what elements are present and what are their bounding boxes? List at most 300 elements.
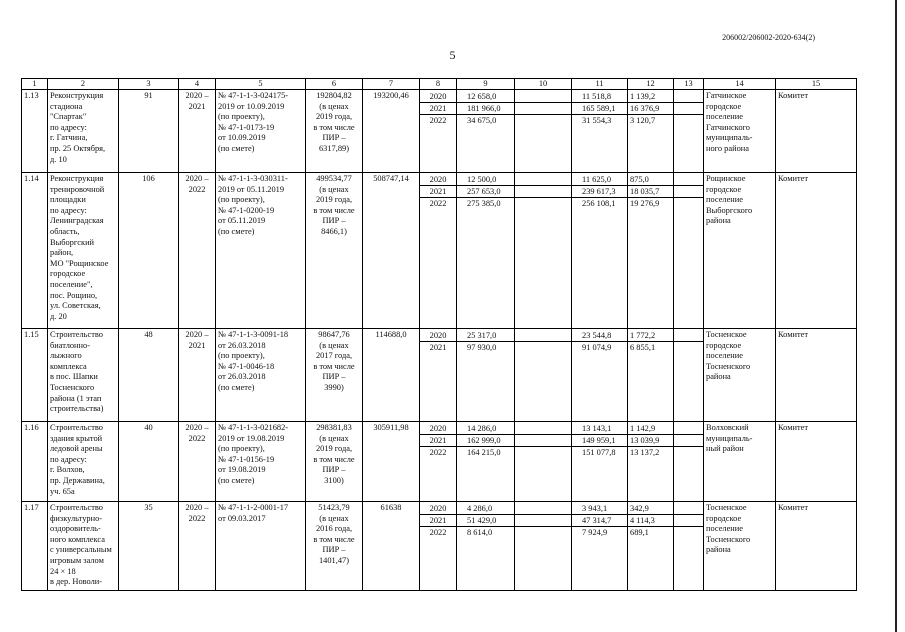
object-name-line: Строительство [50,330,103,339]
regional-value: 6 855,1 [630,343,656,352]
federal-amount [572,329,628,422]
object-name-line: пр. Державина, [50,475,105,485]
executor: Комитет [776,502,857,591]
federal-value: 165 589,1 [572,103,627,115]
row-number: 1.14 [22,173,48,329]
col3-value: 40 [119,422,179,502]
object-name [48,173,119,329]
regional-value: 16 376,9 [628,103,673,115]
municipality-line: Гатчинского [706,122,750,132]
cost-line: ПИР – [322,133,346,143]
col10-value [515,198,571,209]
cost-line: 2019 года, [315,195,353,205]
object-name-line: МО "Рощинское [50,258,109,268]
cost-line: в том числе [313,454,355,464]
approval-doc-line: от 26.03.2018 [218,340,266,350]
total-value: 25 317,0 [457,330,514,342]
object-name-line: Реконструкция [50,174,104,183]
column-header: 10 [515,79,572,90]
municipality-line: района [706,216,731,226]
total-value: 162 999,0 [457,435,514,447]
federal-value: 13 143,1 [572,423,627,435]
object-name [48,502,119,591]
object-name-line: уч. 65а [50,486,75,496]
approval-doc-line: (по смете) [218,382,255,392]
federal-value: 149 959,1 [572,435,627,447]
object-name-line: игровым залом [50,555,104,565]
regional-value: 13 137,2 [630,448,660,457]
col13-value [674,527,703,538]
col13-value [674,115,703,126]
approval-doc-line: № 47-1-1-3-024175- [218,91,289,100]
total-amount [457,422,515,502]
object-name-line: ного комплекса [50,534,105,544]
object-name-line: в пос. Шапки [50,372,98,382]
object-name-line: площадки [50,195,86,205]
municipality-line: ный район [706,444,744,454]
column-header: 5 [216,79,306,90]
object-name-line: по адресу: [50,205,87,215]
col13-amount [674,173,704,329]
cost-line: (в ценах [319,433,349,443]
federal-amount [572,90,628,173]
column-header: 8 [420,79,457,90]
col7-value: 114688,0 [363,329,420,422]
column-header: 2 [48,79,119,90]
approval-doc-line: (по смете) [218,143,255,153]
year-value: 2021 [429,343,447,352]
cost-line: (в ценах [319,340,349,350]
object-name-line: Тосненского [50,382,95,392]
object-name-line: Реконструкция [50,91,104,100]
col3-value: 48 [119,329,179,422]
municipality-line: муниципаль- [706,133,753,143]
approval-doc-line: № 47-1-0200-19 [218,205,275,215]
cost-line: ПИР – [322,216,346,226]
object-name-line: Ленинградская [50,216,104,226]
federal-value: 91 074,9 [582,343,612,352]
column-header: 7 [363,79,420,90]
object-name-line: поселение", [50,279,93,289]
period-line: 2020 – [185,174,209,183]
object-name-line: район, [50,248,74,258]
col10-value [515,174,571,186]
col10-value [515,447,571,458]
federal-amount [572,173,628,329]
budget-table [21,78,857,591]
column-header: 4 [179,79,216,90]
period-line: 2022 [188,433,206,443]
object-name-line: д. 20 [50,311,67,321]
object-name-line: стадиона [50,101,83,111]
col13-value [674,423,703,435]
cost-line: 298381,83 [316,423,352,432]
object-name-line: здания крытой [50,433,103,443]
regional-amount [628,90,674,173]
total-value: 4 286,0 [457,503,514,515]
object-name-line: физкультурно- [50,513,103,523]
regional-value: 342,9 [628,503,673,515]
col13-value [674,198,703,209]
object-name-line: биатлонно- [50,340,91,350]
object-name-line: района (1 этап [50,393,102,403]
col13-value [674,186,703,198]
col10-value [515,330,571,342]
cost-line: в том числе [313,361,355,371]
municipality [704,173,776,329]
federal-amount [572,502,628,591]
regional-value: 19 276,9 [630,199,660,208]
col10-amount [515,329,572,422]
col13-amount [674,422,704,502]
object-name-line: строительства) [50,404,104,414]
year-value: 2022 [429,199,447,208]
federal-value: 23 544,8 [572,330,627,342]
col10-value [515,527,571,538]
table-row [22,502,857,591]
object-name-line: Строительство [50,423,103,432]
federal-value: 47 314,7 [572,515,627,527]
year-value: 2020 [420,91,456,103]
executor: Комитет [776,422,857,502]
col7-value: 193200,46 [363,90,420,173]
municipality-line: Гатчинское [706,91,747,100]
cost-line: 51423,79 [318,503,350,512]
row-number: 1.13 [22,90,48,173]
col13-value [674,91,703,103]
municipality-line: Тосненское [706,503,747,512]
approval-doc-line: (по проекту), [218,195,265,205]
col10-value [515,342,571,353]
column-header: 11 [572,79,628,90]
object-name-line: г. Волхов, [50,465,85,475]
approval-doc-line: № 47-1-0156-19 [218,454,275,464]
regional-amount [628,173,674,329]
period [179,329,216,422]
approval-doc-line: от 09.03.2017 [218,513,266,523]
regional-amount [628,329,674,422]
approval-doc-line: № 47-1-1-3-030311- [218,174,288,183]
object-name-line: г. Гатчина, [50,133,88,143]
municipality-line: поселение [706,195,743,205]
approval-doc-line: № 47-1-0046-18 [218,361,275,371]
regional-value: 18 035,7 [628,186,673,198]
col10-amount [515,90,572,173]
years [420,422,457,502]
regional-value: 3 120,7 [630,116,656,125]
period [179,502,216,591]
approval-doc-line: 2019 от 10.09.2019 [218,101,285,111]
regional-value: 875,0 [628,174,673,186]
object-name-line: тренировочной [50,184,105,194]
col13-amount [674,502,704,591]
col13-value [674,447,703,458]
col13-amount [674,90,704,173]
municipality [704,502,776,591]
object-name-line: оздоровитель- [50,524,101,534]
column-header: 6 [306,79,363,90]
year-value: 2022 [429,116,447,125]
column-header: 15 [776,79,857,90]
cost-line: 2019 года, [315,444,353,454]
period-line: 2022 [188,184,206,194]
total-value: 275 385,0 [467,199,501,208]
table-row [22,422,857,502]
column-header: 13 [674,79,704,90]
total-value: 164 215,0 [467,448,501,457]
col13-value [674,342,703,353]
federal-value: 7 924,9 [582,528,608,537]
object-name [48,329,119,422]
approval-doc-line: от 26.03.2018 [218,372,266,382]
col7-value: 305911,98 [363,422,420,502]
federal-value: 11 625,0 [572,174,627,186]
year-value: 2020 [420,330,456,342]
table-row [22,329,857,422]
approval-doc-line: от 19.08.2019 [218,465,266,475]
municipality [704,90,776,173]
year-value: 2021 [420,435,456,447]
approval-doc-line: от 05.11.2019 [218,216,266,226]
cost-line: ПИР – [322,545,346,555]
municipality [704,422,776,502]
col3-value: 35 [119,502,179,591]
col10-value [515,91,571,103]
year-value: 2020 [420,423,456,435]
regional-value: 13 039,9 [628,435,673,447]
cost-line: 6317,89) [318,143,349,153]
cost-line: в том числе [313,205,355,215]
period-line: 2020 – [185,330,209,339]
row-number: 1.16 [22,422,48,502]
col13-amount [674,329,704,422]
estimated-cost [306,90,363,173]
col10-amount [515,173,572,329]
regional-value: 1 142,9 [628,423,673,435]
regional-amount [628,422,674,502]
estimated-cost [306,173,363,329]
estimated-cost [306,329,363,422]
col7-value: 61638 [363,502,420,591]
column-header: 9 [457,79,515,90]
object-name [48,90,119,173]
year-value: 2021 [420,186,456,198]
approval-doc-line: от 10.09.2019 [218,133,266,143]
municipality-line: Тосненского [706,361,751,371]
col10-value [515,435,571,447]
period-line: 2020 – [185,503,209,512]
column-header: 14 [704,79,776,90]
executor: Комитет [776,329,857,422]
approval-documents [216,422,306,502]
regional-value: 1 772,2 [628,330,673,342]
cost-line: 499534,77 [316,174,352,183]
estimated-cost [306,422,363,502]
object-name-line: по адресу: [50,454,87,464]
object-name [48,422,119,502]
cost-line: 3100) [324,475,344,485]
cost-line: в том числе [313,534,355,544]
col10-value [515,103,571,115]
municipality-line: ного района [706,143,749,153]
total-value: 12 658,0 [457,91,514,103]
page-number: 5 [449,48,456,62]
approval-doc-line: № 47-1-1-3-021682- [218,423,289,432]
municipality-line: Выборгского [706,205,753,215]
object-name-line: по адресу: [50,122,87,132]
executor: Комитет [776,90,857,173]
total-value: 12 500,0 [457,174,514,186]
year-value: 2021 [420,515,456,527]
municipality-line: района [706,545,731,555]
approval-documents [216,90,306,173]
column-header: 1 [22,79,48,90]
approval-doc-line: (по проекту), [218,444,265,454]
cost-line: ПИР – [322,372,346,382]
object-name-line: в дер. Новоли- [50,577,103,587]
municipality-line: городское [706,513,742,523]
municipality-line: поселение [706,351,743,361]
year-value: 2020 [420,174,456,186]
column-number-row [22,79,857,90]
total-amount [457,173,515,329]
total-value: 97 930,0 [467,343,497,352]
col10-value [515,423,571,435]
total-amount [457,90,515,173]
row-number: 1.17 [22,502,48,591]
municipality-line: Рощинское [706,174,746,183]
column-header: 3 [119,79,179,90]
municipality-line: Волховский [706,423,749,432]
total-value: 51 429,0 [457,515,514,527]
executor: Комитет [776,173,857,329]
approval-doc-line: № 47-1-1-3-0091-18 [218,330,289,339]
approval-doc-line: (по проекту), [218,112,265,122]
col13-value [674,174,703,186]
table-row [22,173,857,329]
col10-amount [515,422,572,502]
object-name-line: ул. Советская, [50,301,101,311]
years [420,173,457,329]
federal-value: 239 617,3 [572,186,627,198]
object-name-line: лыжного [50,351,82,361]
object-name-line: пос. Рощино, [50,290,98,300]
object-name-line: 24 × 18 [50,566,76,576]
object-name-line: ледовой арены [50,444,103,454]
approval-doc-line: (по проекту), [218,351,265,361]
municipality-line: поселение [706,112,743,122]
municipality-line: городское [706,340,742,350]
cost-line: 1401,47) [318,555,349,565]
document-id: 206002/206002-2020-634(2) [722,33,815,42]
col13-value [674,503,703,515]
municipality-line: городское [706,101,742,111]
col3-value: 106 [119,173,179,329]
approval-documents [216,173,306,329]
federal-value: 31 554,3 [582,116,612,125]
period [179,173,216,329]
period-line: 2020 – [185,423,209,432]
object-name-line: Строительство [50,503,103,512]
cost-line: ПИР – [322,465,346,475]
federal-value: 11 518,8 [572,91,627,103]
object-name-line: Выборгский [50,237,95,247]
col3-value: 91 [119,90,179,173]
col13-value [674,515,703,527]
municipality-line: муниципаль- [706,433,753,443]
object-name-line: "Спартак" [50,112,87,122]
cost-line: 2019 года, [315,112,353,122]
total-value: 14 286,0 [457,423,514,435]
cost-line: 192804,82 [316,91,352,100]
year-value: 2022 [429,528,447,537]
municipality-line: городское [706,184,742,194]
approval-doc-line: 2019 от 19.08.2019 [218,433,285,443]
cost-line: 2017 года, [315,351,353,361]
approval-doc-line: (по смете) [218,475,255,485]
total-value: 257 653,0 [457,186,514,198]
cost-line: 2016 года, [315,524,353,534]
year-value: 2021 [420,103,456,115]
object-name-line: городское [50,269,86,279]
municipality-line: Тосненское [706,330,747,339]
cost-line: (в ценах [319,101,349,111]
col13-value [674,103,703,115]
object-name-line: комплекса [50,361,87,371]
total-value: 8 614,0 [467,528,493,537]
column-header: 12 [628,79,674,90]
cost-line: в том числе [313,122,355,132]
col13-value [674,435,703,447]
years [420,90,457,173]
col10-value [515,115,571,126]
period [179,422,216,502]
cost-line: 3990) [324,382,344,392]
approval-doc-line: (по смете) [218,226,255,236]
col10-value [515,515,571,527]
cost-line: 98647,76 [318,330,350,339]
object-name-line: область, [50,226,80,236]
col13-value [674,330,703,342]
col10-value [515,503,571,515]
table-row [22,90,857,173]
period-line: 2020 – [185,91,209,100]
approval-doc-line: № 47-1-0173-19 [218,122,275,132]
total-amount [457,329,515,422]
regional-amount [628,502,674,591]
approval-documents [216,329,306,422]
approval-documents [216,502,306,591]
object-name-line: с универсальным [50,545,112,555]
municipality-line: района [706,372,731,382]
col10-amount [515,502,572,591]
page-edge-line [895,0,897,632]
federal-value: 256 108,1 [582,199,616,208]
year-value: 2020 [420,503,456,515]
total-value: 181 966,0 [457,103,514,115]
period-line: 2022 [188,513,206,523]
cost-line: (в ценах [319,513,349,523]
col10-value [515,186,571,198]
regional-value: 4 114,3 [628,515,673,527]
years [420,502,457,591]
regional-value: 689,1 [630,528,649,537]
federal-amount [572,422,628,502]
municipality-line: Тосненского [706,534,751,544]
year-value: 2022 [429,448,447,457]
period-line: 2021 [188,340,206,350]
row-number: 1.15 [22,329,48,422]
